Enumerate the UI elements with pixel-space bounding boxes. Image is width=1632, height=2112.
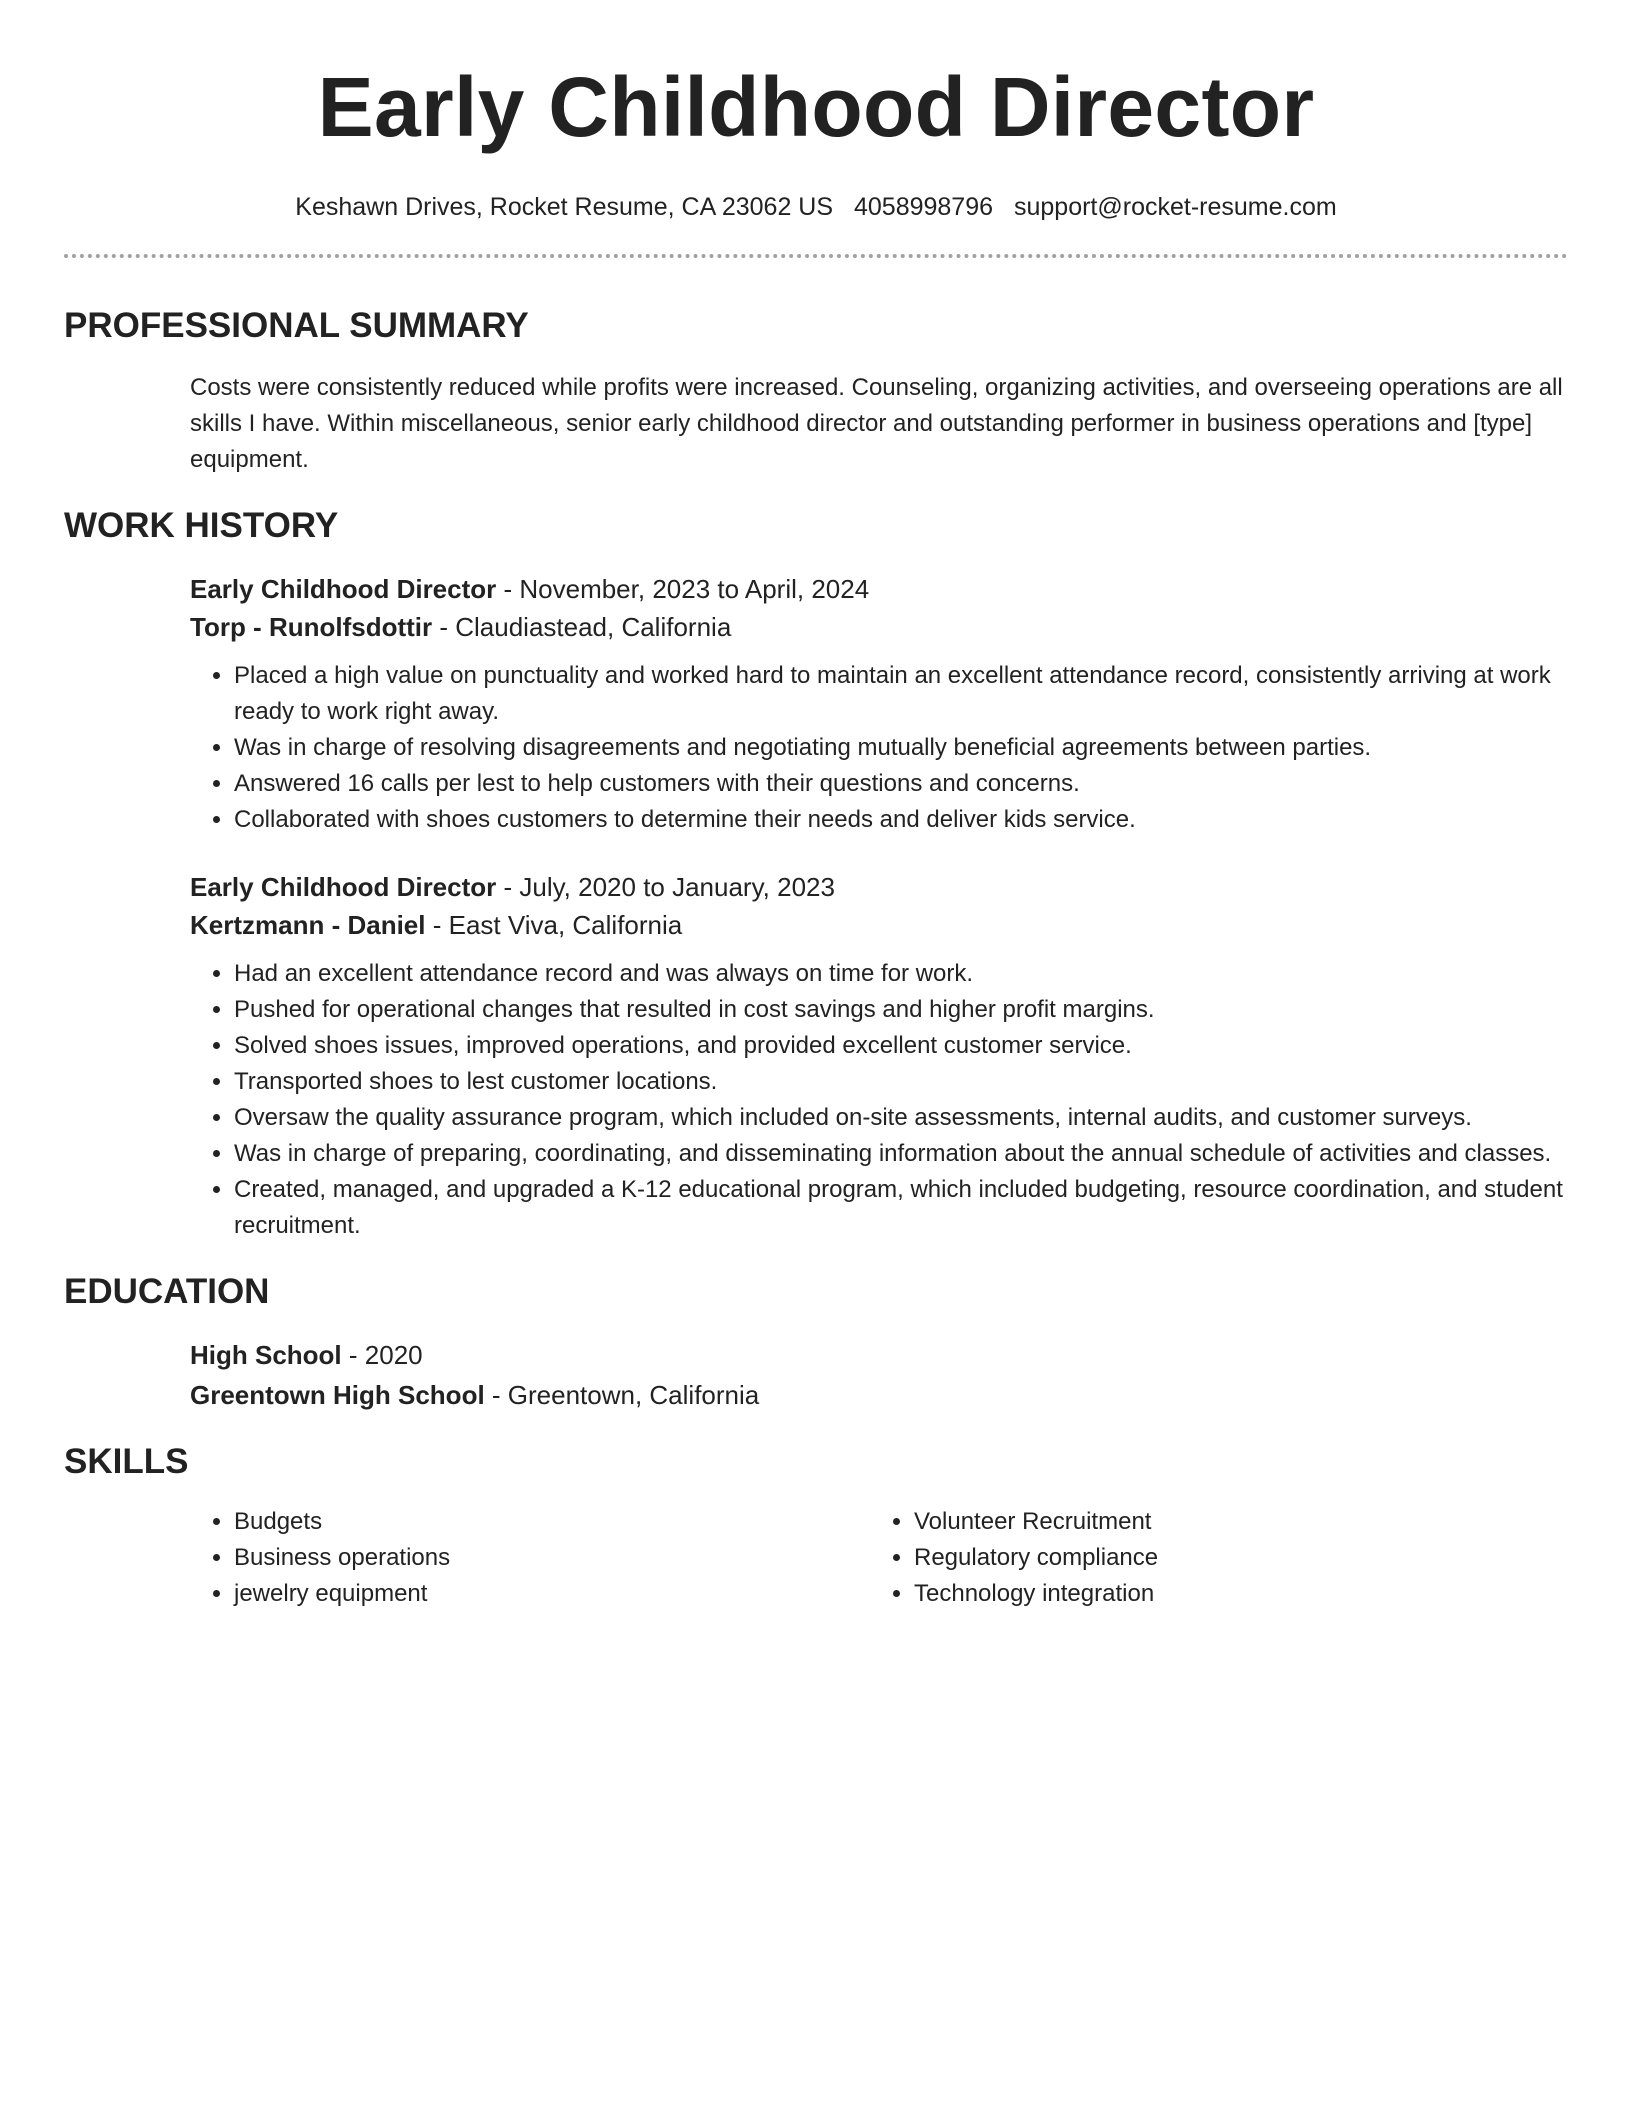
list-item: • Oversaw the quality assurance program, which included on-site assessments, internal audits, and customer surveys. [234, 1100, 1568, 1136]
header-divider [64, 254, 1568, 258]
education-degree-line [190, 1336, 1568, 1374]
section-education [64, 1270, 1568, 1414]
job-dates: - November, 2023 to April, 2024 [496, 574, 870, 604]
list-item: • Regulatory compliance [914, 1540, 1550, 1576]
list-item: • Technology integration [914, 1576, 1550, 1612]
section-work-history [64, 504, 1568, 1244]
education-entry [64, 1336, 1568, 1414]
section-skills [64, 1440, 1568, 1612]
education-location: - Greentown, California [484, 1380, 760, 1410]
section-title-summary: PROFESSIONAL SUMMARY [64, 306, 529, 345]
contact-phone: 4058998796 [853, 193, 994, 221]
summary-text: Costs were consistently reduced while profits were increased. Counseling, organizing activities, and overseeing operations are all skills I have. Within miscellaneous, senior early childhood director and outstanding performer in business operations and [type] equipment. [190, 374, 1563, 473]
job-company-line [190, 906, 1568, 944]
list-item: • Had an excellent attendance record and was always on time for work. [234, 956, 1568, 992]
job-location: - Claudiastead, California [432, 612, 732, 642]
list-item: • jewelry equipment [234, 1576, 870, 1612]
list-item: • Volunteer Recruitment [914, 1504, 1550, 1540]
education-school-line [190, 1376, 1568, 1414]
job-entry [64, 570, 1568, 838]
list-item: • Pushed for operational changes that resulted in cost savings and higher profit margins. [234, 992, 1568, 1028]
job-role: Early Childhood Director [190, 574, 497, 604]
resume-name: Early Childhood Director [317, 60, 1315, 154]
section-title-education: EDUCATION [64, 1272, 270, 1311]
section-title-work: WORK HISTORY [64, 506, 339, 545]
list-item: • Was in charge of preparing, coordinating, and disseminating information about the annual schedule of activities and classes. [234, 1136, 1568, 1172]
section-title-skills: SKILLS [64, 1442, 189, 1481]
job-title-line [190, 868, 1568, 906]
list-item: • Was in charge of resolving disagreements and negotiating mutually beneficial agreements between parties. [234, 730, 1568, 766]
skills-column-left [190, 1504, 870, 1612]
education-year: - 2020 [341, 1340, 423, 1370]
list-item: • Collaborated with shoes customers to determine their needs and deliver kids service. [234, 802, 1568, 838]
section-summary [64, 304, 1568, 478]
job-location: - East Viva, California [425, 910, 683, 940]
list-item: • Transported shoes to lest customer locations. [234, 1064, 1568, 1100]
list-item: • Business operations [234, 1540, 870, 1576]
skills-grid [64, 1504, 1568, 1612]
list-item: • Placed a high value on punctuality and worked hard to maintain an excellent attendance record, consistently arriving at work ready to work right away. [234, 658, 1568, 730]
job-role: Early Childhood Director [190, 872, 497, 902]
job-company: Torp - Runolfsdottir [190, 612, 433, 642]
list-item: • Budgets [234, 1504, 870, 1540]
job-bullets [190, 658, 1568, 838]
list-item: • Solved shoes issues, improved operations, and provided excellent customer service. [234, 1028, 1568, 1064]
job-bullets [190, 956, 1568, 1244]
list-item: • Created, managed, and upgraded a K-12 educational program, which included budgeting, resource coordination, and student recruitment. [234, 1172, 1568, 1244]
contact-line [64, 190, 1568, 224]
contact-email: support@rocket-resume.com [1013, 193, 1337, 221]
job-title-line [190, 570, 1568, 608]
job-entry [64, 868, 1568, 1244]
education-school: Greentown High School [190, 1380, 485, 1410]
contact-address: Keshawn Drives, Rocket Resume, CA 23062 US [295, 193, 834, 221]
skills-column-right [870, 1504, 1550, 1612]
job-dates: - July, 2020 to January, 2023 [496, 872, 835, 902]
job-company: Kertzmann - Daniel [190, 910, 426, 940]
list-item: • Answered 16 calls per lest to help customers with their questions and concerns. [234, 766, 1568, 802]
education-degree: High School [190, 1340, 342, 1370]
job-company-line [190, 608, 1568, 646]
